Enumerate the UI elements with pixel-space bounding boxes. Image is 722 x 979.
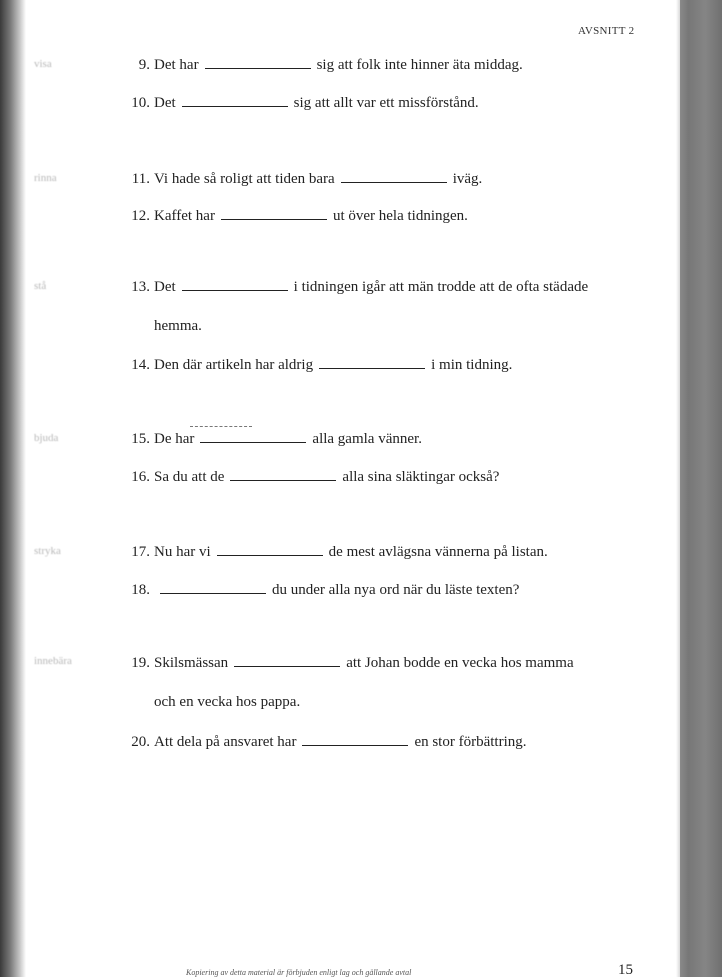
item-number: 15. xyxy=(131,431,150,447)
margin-word: bjuda xyxy=(34,432,59,444)
item-text-before: Att dela på ansvaret har xyxy=(154,734,297,750)
margin-word: innebära xyxy=(34,655,72,667)
section-header: AVSNITT 2 xyxy=(578,25,635,37)
item-text-after: ut över hela tidningen. xyxy=(332,208,468,224)
item-text-after: i min tidning. xyxy=(431,357,513,373)
item-text-before: Vi hade så roligt att tiden bara xyxy=(154,171,335,187)
scan-background-band xyxy=(680,0,722,977)
exercise-item-16 xyxy=(110,468,630,486)
item-number: 12. xyxy=(131,208,150,224)
exercise-item-9 xyxy=(110,56,630,74)
answer-blank[interactable] xyxy=(217,543,323,556)
margin-word: visa xyxy=(34,58,52,70)
answer-blank[interactable] xyxy=(182,278,288,291)
item-number: 17. xyxy=(131,544,150,560)
exercise-item-17 xyxy=(110,543,630,561)
item-number: 20. xyxy=(131,734,150,750)
item-text-before: Det har xyxy=(154,57,199,73)
item-number: 13. xyxy=(131,279,150,295)
item-text-before: De har xyxy=(154,431,195,447)
item-text-before: Sa du att de xyxy=(154,469,225,485)
answer-blank[interactable] xyxy=(160,581,266,594)
margin-word: rinna xyxy=(34,172,57,184)
item-text-before: Kaffet har xyxy=(154,208,215,224)
exercise-item-10 xyxy=(110,94,630,112)
item-text-after: i tidningen igår att män trodde att de ofta städade xyxy=(293,279,589,295)
answer-blank[interactable] xyxy=(234,654,340,667)
item-number: 10. xyxy=(131,95,150,111)
exercise-item-11 xyxy=(110,170,630,188)
copyright-notice: Kopiering av detta material är förbjuden enligt lag och gällande avtal xyxy=(186,968,412,977)
exercise-item-12 xyxy=(110,207,630,225)
item-text-after: du under alla nya ord när du läste texten? xyxy=(272,582,520,598)
item-text-after: en stor förbättring. xyxy=(414,734,527,750)
item-text-after: alla sina släktingar också? xyxy=(342,469,500,485)
margin-word: stryka xyxy=(34,545,61,557)
pencil-mark xyxy=(190,426,252,427)
page-gutter-shadow xyxy=(0,0,26,977)
answer-blank[interactable] xyxy=(205,56,311,69)
item-text-before: Nu har vi xyxy=(154,544,211,560)
item-number: 14. xyxy=(131,357,150,373)
exercise-item-20 xyxy=(110,733,630,751)
answer-blank[interactable] xyxy=(319,356,425,369)
answer-blank[interactable] xyxy=(302,733,408,746)
item-text-before: Det xyxy=(154,279,176,295)
item-continuation: och en vecka hos pappa. xyxy=(154,694,301,710)
item-text-before: Skilsmässan xyxy=(154,655,229,671)
answer-blank[interactable] xyxy=(200,430,306,443)
exercise-item-18 xyxy=(110,581,630,599)
page-number: 15 xyxy=(618,962,633,978)
item-text-after: iväg. xyxy=(452,171,483,187)
item-text-after: de mest avlägsna vännerna på listan. xyxy=(328,544,548,560)
exercise-item-14 xyxy=(110,356,630,374)
answer-blank[interactable] xyxy=(341,170,447,183)
item-text-before: Den där artikeln har aldrig xyxy=(154,357,314,373)
answer-blank[interactable] xyxy=(230,468,336,481)
exercise-item-13 xyxy=(110,278,630,296)
item-text-after: att Johan bodde en vecka hos mamma xyxy=(346,655,574,671)
answer-blank[interactable] xyxy=(221,207,327,220)
item-number: 19. xyxy=(131,655,150,671)
item-continuation: hemma. xyxy=(154,318,202,334)
item-text-after: sig att allt var ett missförstånd. xyxy=(293,95,479,111)
item-text-before: Det xyxy=(154,95,176,111)
item-number: 9. xyxy=(138,57,150,73)
item-number: 16. xyxy=(131,469,150,485)
item-text-after: sig att folk inte hinner äta middag. xyxy=(316,57,523,73)
margin-word: stå xyxy=(34,280,47,292)
item-text-after: alla gamla vänner. xyxy=(312,431,422,447)
item-number: 18. xyxy=(131,582,150,598)
exercise-item-15 xyxy=(110,430,630,448)
item-number: 11. xyxy=(131,171,150,187)
exercise-item-19 xyxy=(110,654,630,672)
answer-blank[interactable] xyxy=(182,94,288,107)
